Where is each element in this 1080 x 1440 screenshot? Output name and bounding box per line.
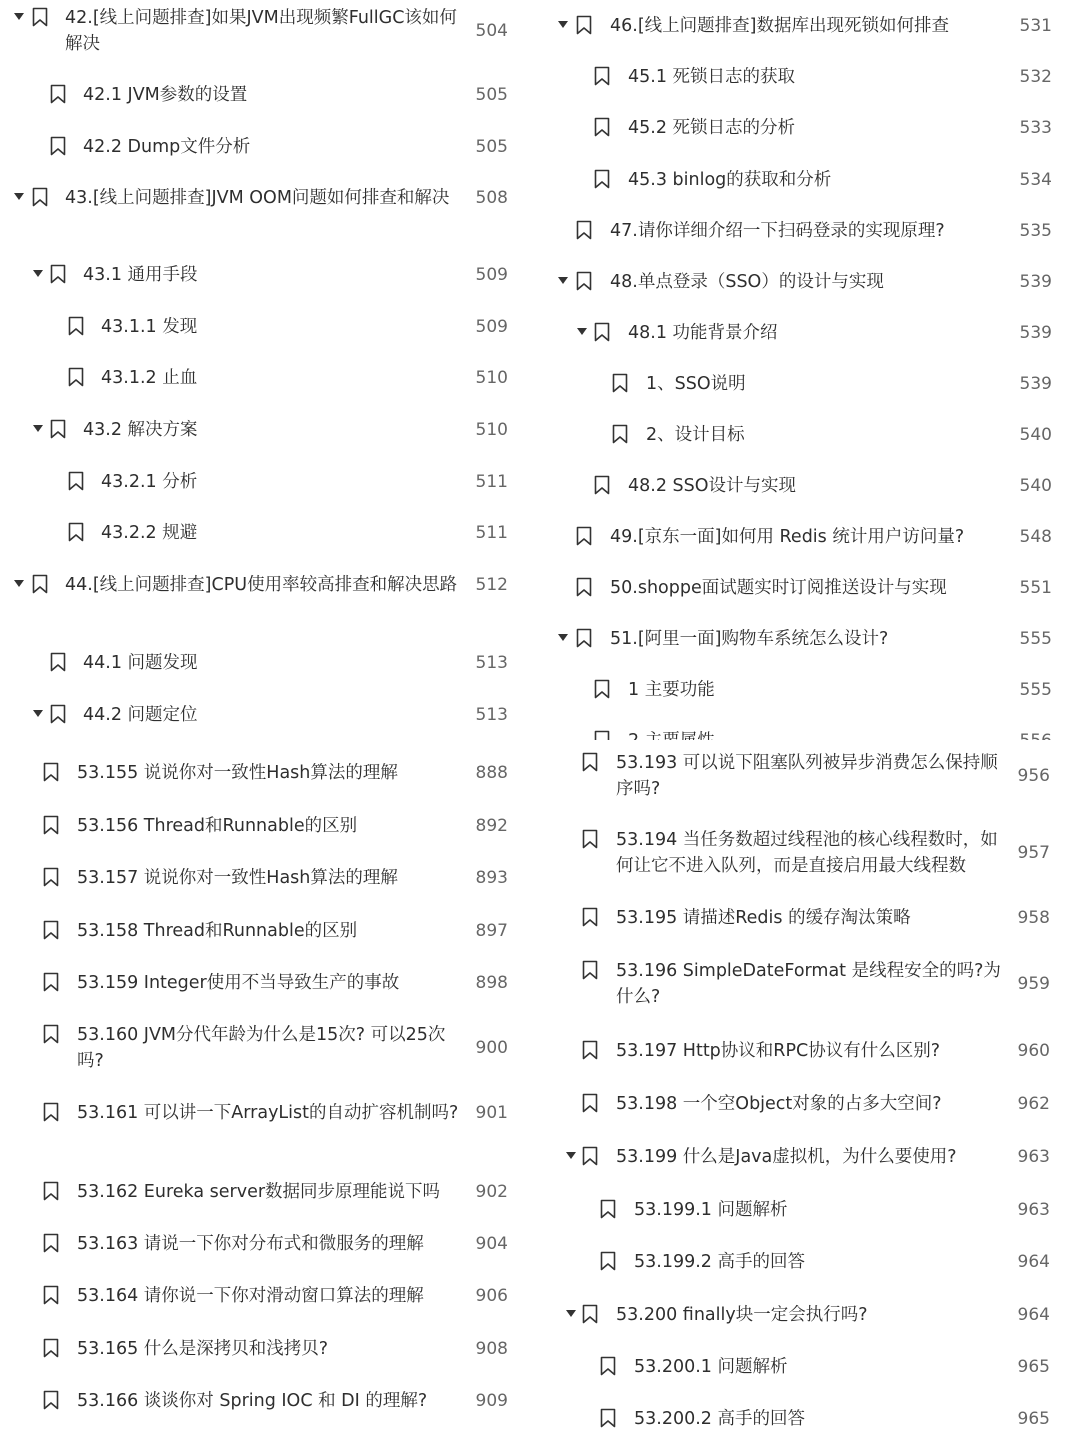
bookmark-icon (582, 907, 598, 927)
bookmark-icon (68, 522, 84, 542)
toc-entry-page: 906 (475, 1286, 508, 1306)
toc-entry-title: 43.1 通用手段 (83, 265, 198, 285)
bookmark-icon (32, 7, 48, 27)
toc-entry-page: 888 (475, 763, 508, 783)
bookmark-icon (576, 577, 592, 597)
bookmark-icon (43, 762, 59, 782)
toc-entry-title: 44.[线上问题排查]CPU使用率较高排查和解决思路 (65, 575, 458, 595)
toc-entry-title: 46.[线上问题排查]数据库出现死锁如何排查 (610, 16, 949, 36)
bookmark-icon (43, 972, 59, 992)
toc-entry-page: 964 (1017, 1305, 1050, 1325)
toc-entry-page: 534 (1019, 170, 1052, 190)
toc-entry-page: 957 (1017, 843, 1050, 863)
toc-entry-title: 43.2 解决方案 (83, 420, 198, 440)
toc-entry-title: 53.164 请你说一下你对滑动窗口算法的理解 (77, 1286, 424, 1306)
toc-entry-title: 45.2 死锁日志的分析 (628, 118, 796, 138)
bookmark-icon (600, 1199, 616, 1219)
toc-entry-title: 42.[线上问题排查]如果JVM出现频繁FullGC该如何解决 (65, 8, 457, 54)
toc-entry-title: 53.157 说说你对一致性Hash算法的理解 (77, 868, 398, 888)
toc-entry-page: 513 (475, 705, 508, 725)
bookmark-icon (43, 1285, 59, 1305)
toc-entry-title: 53.166 谈谈你对 Spring IOC 和 DI 的理解? (77, 1391, 428, 1411)
bookmark-icon (50, 704, 66, 724)
toc-entry-title: 48.2 SSO设计与实现 (628, 476, 797, 496)
expand-triangle-icon[interactable] (558, 21, 568, 28)
toc-entry-page: 551 (1019, 578, 1052, 598)
toc-entry-title: 53.165 什么是深拷贝和浅拷贝? (77, 1339, 329, 1359)
bookmark-icon (594, 475, 610, 495)
toc-entry-page: 540 (1019, 476, 1052, 496)
toc-entry-title: 1 主要功能 (628, 680, 715, 700)
toc-entry-title: 44.1 问题发现 (83, 653, 198, 673)
toc-entry-title: 53.156 Thread和Runnable的区别 (77, 816, 358, 836)
toc-entry-title: 43.1.1 发现 (101, 317, 198, 337)
toc-entry-title: 50.shoppe面试题实时订阅推送设计与实现 (610, 578, 947, 598)
expand-triangle-icon[interactable] (577, 328, 587, 335)
toc-entry-page: 531 (1019, 16, 1052, 36)
toc-entry-title: 53.161 可以讲一下ArrayList的自动扩容机制吗? (77, 1103, 459, 1123)
bookmark-icon (582, 1093, 598, 1113)
toc-entry-page: 965 (1017, 1409, 1050, 1429)
toc-entry-page: 959 (1017, 974, 1050, 994)
toc-entry-title: 47.请你详细介绍一下扫码登录的实现原理? (610, 221, 945, 241)
bookmark-icon (594, 169, 610, 189)
toc-entry-title: 44.2 问题定位 (83, 705, 198, 725)
expand-triangle-icon[interactable] (14, 193, 24, 200)
bookmark-icon (582, 1146, 598, 1166)
toc-entry-page: 958 (1017, 908, 1050, 928)
expand-triangle-icon[interactable] (558, 634, 568, 641)
bookmark-icon (43, 1102, 59, 1122)
toc-entry-page: 505 (475, 85, 508, 105)
toc-entry-title: 53.155 说说你对一致性Hash算法的理解 (77, 763, 398, 783)
toc-entry-page: 960 (1017, 1041, 1050, 1061)
toc-entry-title: 53.163 请说一下你对分布式和微服务的理解 (77, 1234, 424, 1254)
toc-entry-page: 964 (1017, 1252, 1050, 1272)
toc-entry-page: 901 (475, 1103, 508, 1123)
toc-entry-page: 532 (1019, 67, 1052, 87)
expand-triangle-icon[interactable] (33, 710, 43, 717)
toc-entry-title: 43.2.2 规避 (101, 523, 198, 543)
toc-entry-page: 540 (1019, 425, 1052, 445)
bookmark-icon (50, 419, 66, 439)
toc-entry-page: 904 (475, 1234, 508, 1254)
toc-entry-page: 963 (1017, 1147, 1050, 1167)
bookmark-icon (50, 136, 66, 156)
toc-entry-title: 53.194 当任务数超过线程池的核心线程数时，如何让它不进入队列，而是直接启用最大线程数 (616, 830, 998, 876)
toc-entry-page: 539 (1019, 374, 1052, 394)
toc-entry-page: 892 (475, 816, 508, 836)
toc-entry-page: 539 (1019, 272, 1052, 292)
bookmark-icon (50, 652, 66, 672)
bookmark-icon (612, 424, 628, 444)
toc-entry-page: 508 (475, 188, 508, 208)
bookmark-icon (594, 117, 610, 137)
toc-entry-page: 539 (1019, 323, 1052, 343)
bookmark-icon (68, 316, 84, 336)
bookmark-icon (612, 373, 628, 393)
toc-entry-page: 898 (475, 973, 508, 993)
toc-entry-page: 902 (475, 1182, 508, 1202)
toc-entry-title: 53.199 什么是Java虚拟机，为什么要使用? (616, 1147, 957, 1167)
bookmark-icon (594, 66, 610, 86)
toc-entry-title: 53.200 finally块一定会执行吗? (616, 1305, 868, 1325)
expand-triangle-icon[interactable] (33, 270, 43, 277)
toc-entry-title: 49.[京东一面]如何用 Redis 统计用户访问量? (610, 527, 965, 547)
toc-entry-title: 53.162 Eureka server数据同步原理能说下吗 (77, 1182, 441, 1202)
bookmark-icon (43, 1338, 59, 1358)
toc-entry-page: 893 (475, 868, 508, 888)
toc-entry-title: 42.2 Dump文件分析 (83, 137, 251, 157)
bookmark-icon (576, 526, 592, 546)
toc-entry-page: 511 (475, 472, 508, 492)
toc-entry-title: 43.2.1 分析 (101, 472, 198, 492)
toc-panel-bottom-left (0, 748, 540, 1440)
toc-entry-page: 555 (1019, 629, 1052, 649)
toc-entry-title: 53.193 可以说下阻塞队列被异步消费怎么保持顺序吗? (616, 753, 998, 799)
toc-entry-page: 513 (475, 653, 508, 673)
bookmark-icon (43, 920, 59, 940)
expand-triangle-icon[interactable] (566, 1152, 576, 1159)
bookmark-icon (594, 679, 610, 699)
toc-entry-page: 535 (1019, 221, 1052, 241)
toc-entry-title: 53.195 请描述Redis 的缓存淘汰策略 (616, 908, 911, 928)
bookmark-icon (43, 815, 59, 835)
toc-entry-page: 548 (1019, 527, 1052, 547)
bookmark-icon (582, 829, 598, 849)
toc-entry-page: 897 (475, 921, 508, 941)
toc-entry-title: 53.159 Integer使用不当导致生产的事故 (77, 973, 400, 993)
toc-entry-title: 48.1 功能背景介绍 (628, 323, 778, 343)
toc-entry-page: 512 (475, 575, 508, 595)
toc-entry-page: 908 (475, 1339, 508, 1359)
bookmark-icon (582, 752, 598, 772)
bookmark-icon (576, 15, 592, 35)
toc-entry-title: 2、设计目标 (646, 425, 745, 445)
bookmark-icon (32, 187, 48, 207)
bookmark-icon (43, 1390, 59, 1410)
toc-entry-page: 510 (475, 368, 508, 388)
bookmark-icon (32, 574, 48, 594)
toc-entry-page: 533 (1019, 118, 1052, 138)
bookmark-icon (582, 1304, 598, 1324)
toc-entry-page: 510 (475, 420, 508, 440)
toc-panel-top-left (0, 0, 540, 748)
expand-triangle-icon[interactable] (33, 425, 43, 432)
expand-triangle-icon[interactable] (14, 580, 24, 587)
toc-entry-title: 1、SSO说明 (646, 374, 746, 394)
toc-entry-page: 511 (475, 523, 508, 543)
toc-entry-title: 53.198 一个空Object对象的占多大空间? (616, 1094, 942, 1114)
bookmark-icon (600, 1251, 616, 1271)
bookmark-icon (50, 84, 66, 104)
bookmark-icon (43, 1024, 59, 1044)
toc-entry-page: 956 (1017, 766, 1050, 786)
toc-entry-page: 909 (475, 1391, 508, 1411)
bookmark-icon (43, 1181, 59, 1201)
bookmark-icon (43, 867, 59, 887)
toc-entry-page: 555 (1019, 680, 1052, 700)
toc-entry-title: 51.[阿里一面]购物车系统怎么设计? (610, 629, 889, 649)
toc-panel-top-right (540, 0, 1080, 748)
toc-entry-page: 962 (1017, 1094, 1050, 1114)
toc-entry-title: 48.单点登录（SSO）的设计与实现 (610, 272, 884, 292)
toc-entry-title: 53.158 Thread和Runnable的区别 (77, 921, 358, 941)
toc-entry-title: 45.3 binlog的获取和分析 (628, 170, 832, 190)
bookmark-icon (600, 1356, 616, 1376)
expand-triangle-icon[interactable] (14, 13, 24, 20)
expand-triangle-icon[interactable] (558, 277, 568, 284)
toc-entry-page: 509 (475, 265, 508, 285)
toc-entry-title: 53.200.1 问题解析 (634, 1357, 788, 1377)
toc-entry-page: 504 (475, 21, 508, 41)
toc-entry-title: 53.197 Http协议和RPC协议有什么区别? (616, 1041, 941, 1061)
toc-entry-title: 53.196 SimpleDateFormat 是线程安全的吗?为什么? (616, 961, 1001, 1007)
toc-entry-title: 42.1 JVM参数的设置 (83, 85, 248, 105)
toc-entry-title: 43.1.2 止血 (101, 368, 198, 388)
bookmark-icon (600, 1408, 616, 1428)
bookmark-icon (582, 960, 598, 980)
bookmark-icon (582, 1040, 598, 1060)
bookmark-icon (594, 322, 610, 342)
toc-entry-page: 509 (475, 317, 508, 337)
toc-panel-bottom-right (540, 740, 1080, 1440)
toc-entry-title: 53.199.2 高手的回答 (634, 1252, 805, 1272)
toc-entry-title: 45.1 死锁日志的获取 (628, 67, 796, 87)
toc-entry-title: 53.200.2 高手的回答 (634, 1409, 805, 1429)
toc-entry-page: 965 (1017, 1357, 1050, 1377)
bookmark-icon (43, 1233, 59, 1253)
bookmark-icon (576, 271, 592, 291)
toc-entry-title: 43.[线上问题排查]JVM OOM问题如何排查和解决 (65, 188, 450, 208)
bookmark-icon (576, 628, 592, 648)
bookmark-icon (50, 264, 66, 284)
bookmark-icon (68, 367, 84, 387)
toc-entry-title: 53.199.1 问题解析 (634, 1200, 788, 1220)
bookmark-icon (68, 471, 84, 491)
toc-entry-page: 900 (475, 1038, 508, 1058)
toc-entry-page: 963 (1017, 1200, 1050, 1220)
toc-entry-page: 505 (475, 137, 508, 157)
bookmark-icon (576, 220, 592, 240)
expand-triangle-icon[interactable] (566, 1310, 576, 1317)
toc-entry-title: 53.160 JVM分代年龄为什么是15次? 可以25次吗? (77, 1025, 446, 1071)
